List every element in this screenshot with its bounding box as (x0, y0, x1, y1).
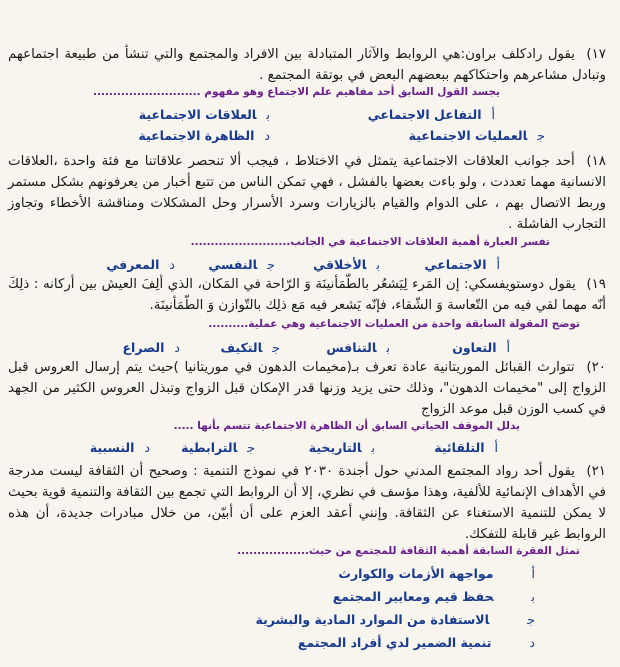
option-letter: ج (267, 257, 275, 272)
question-prompt (93, 86, 500, 98)
option-d[interactable] (106, 257, 175, 272)
question-prompt (208, 318, 580, 330)
option-text: التلقائية (434, 440, 485, 455)
question-prompt (191, 236, 550, 248)
question-21 (8, 461, 606, 545)
option-letter: ج (527, 612, 535, 627)
option-text: العمليات الاجتماعية (408, 128, 528, 143)
question-text: يقول أحد رواد المجتمع المدني حول أجندة ٢٠٣٠ في نموذج التنمية : وصحيح أن الثقافة ليست مدرجة في الأهداف الإنمائية للألفية، وهذا مؤسف في نظري، إلا أن الروابط التي تجمع بين الثقافة والتنمية قوية بحيث لا يمكن للتنمية الاستغناء عن الثقافة. وإنني أعقد العزم على أن أبيّن، من خلال مبادرات جديدة، أن هذه الروابط غير قابلة للتفكك. (8, 464, 606, 542)
question-text: يقول دوستويفسكي: إن المَرء لِيَشعُر بالطّمَأنينَة وَ الرّاحة في المَكان، الذي ألِفَ العيش بين أركانه : ذلِكَ أنّه مهما لقي فيه من التّعاسة وَ الشّقاء، فإنّه يَشعر فيه مَع ذلِك بالتّوازن وَ الطّمَأنينَة. (8, 277, 606, 313)
question-number: ١٧) (586, 47, 606, 62)
option-letter: د (169, 257, 175, 272)
option-text: الترابطية (181, 440, 238, 455)
option-text: حفظ قيم ومعايير المجتمع (332, 589, 494, 604)
option-text: التاريخية (308, 440, 362, 455)
question-19 (8, 274, 606, 316)
option-text: التنافس (326, 340, 377, 355)
option-d[interactable] (123, 340, 180, 355)
option-text: النفسي (208, 257, 258, 272)
option-text: الاستفادة من الموارد المادية والبشرية (255, 612, 490, 627)
option-d[interactable] (298, 635, 535, 650)
option-b[interactable] (309, 440, 375, 455)
prompt-text: تمثل الفقرة السابقة أهمية الثقافة للمجتمع من حيث.................. (237, 545, 580, 557)
option-a[interactable] (338, 566, 535, 581)
question-18 (8, 151, 606, 235)
option-letter: ب (371, 440, 375, 455)
option-b[interactable] (313, 257, 380, 272)
option-c[interactable] (256, 612, 535, 627)
option-a[interactable] (425, 257, 500, 272)
option-text: تنمية الضمير لدي أفراد المجتمع (297, 635, 492, 650)
option-text: الصراع (122, 340, 165, 355)
option-text: الأخلاقي (313, 257, 367, 272)
prompt-text: توضح المقولة السابقة واحدة من العمليات الاجتماعية وهي عملية.......... (208, 318, 580, 330)
option-letter: ب (376, 257, 380, 272)
question-text: أحد جوانب العلاقات الاجتماعية يتمثل في الاختلاط ، فيجب ألا تنحصر علاقاتنا مع فئة واحدة ،العلاقات الانسانية مهما تعددت ، ولو باءت بعضها بالفشل ، فهي تمكن الناس من تتبع أخبار من يعرفونهم بشكل مستمر وربط الاتصال بهم ، على الدوام والقيام بالزيارات وسرد الأسرار وحل المشكلات ومناقشة الأخطاء وتجاوز التجارب الفاشلة . (8, 154, 606, 232)
option-letter: ج (247, 440, 255, 455)
option-text: مواجهة الأزمات والكوارث (338, 566, 494, 581)
question-number: ٢٠) (586, 360, 606, 375)
option-letter: د (529, 635, 535, 650)
question-text: يقول رادكلف براون:هي الروابط والآثار المتبادلة بين الافراد والمجتمع والتي تنشأ من طبيعة اجتماعهم وتبادل مشاعرهم واحتكاكهم ببعضهم البعض في بوتقة المجتمع . (8, 47, 606, 83)
option-letter: ب (386, 340, 390, 355)
option-text: النسبية (89, 440, 135, 455)
question-number: ٢١) (586, 464, 606, 479)
option-letter: ب (266, 107, 270, 122)
question-number: ١٨) (586, 154, 606, 169)
option-a[interactable] (368, 107, 495, 122)
option-b[interactable] (326, 340, 390, 355)
question-17 (8, 44, 606, 86)
question-number: ١٩) (586, 277, 606, 292)
option-d[interactable] (90, 440, 150, 455)
option-text: المعرفي (106, 257, 160, 272)
option-letter: ج (537, 128, 545, 143)
option-c[interactable] (208, 257, 275, 272)
option-b[interactable] (333, 589, 535, 604)
prompt-text: يدلل الموقف الحياتي السابق أن الظاهرة الاجتماعية تتسم بأنها ..... (173, 420, 520, 432)
option-text: التفاعل الاجتماعي (367, 107, 482, 122)
option-text: العلاقات الاجتماعية (138, 107, 257, 122)
question-20 (8, 357, 606, 420)
option-c[interactable] (221, 340, 280, 355)
option-letter: د (144, 440, 150, 455)
option-letter: أ (494, 440, 498, 455)
option-text: الظاهرة الاجتماعية (138, 128, 255, 143)
option-letter: ب (531, 589, 535, 604)
prompt-text: تفسر العبارة أهمية العلاقات الاجتماعية في الجانب......................... (190, 236, 550, 248)
question-prompt (174, 420, 520, 432)
option-text: التكيف (220, 340, 263, 355)
option-c[interactable] (181, 440, 255, 455)
option-letter: أ (491, 107, 495, 122)
option-text: الاجتماعي (424, 257, 487, 272)
option-d[interactable] (138, 128, 270, 143)
option-letter: أ (496, 257, 500, 272)
option-letter: أ (531, 566, 535, 581)
option-letter: أ (506, 340, 510, 355)
option-text: التعاون (452, 340, 497, 355)
option-letter: د (174, 340, 180, 355)
option-b[interactable] (139, 107, 270, 122)
question-prompt (237, 545, 580, 557)
option-a[interactable] (434, 440, 498, 455)
prompt-text: يجسد القول السابق أحد مفاهيم علم الاجتماع وهو مفهوم ........................... (92, 86, 500, 98)
option-a[interactable] (452, 340, 510, 355)
question-text: تتوارث القبائل الموريتانية عادة تعرف بـ(مخيمات الدهون في موريتانيا )حيث يتم إرسال العروس قبل الزواج إلى "مخيمات الدهون"، وذلك حتى يزيد وزنها قدر الإمكان قبل الزواج وتبذل العروس الكثير من الجهد في كسب الوزن قبل موعد الزواج (8, 360, 606, 417)
option-letter: ج (272, 340, 280, 355)
option-c[interactable] (409, 128, 545, 143)
option-letter: د (264, 128, 270, 143)
